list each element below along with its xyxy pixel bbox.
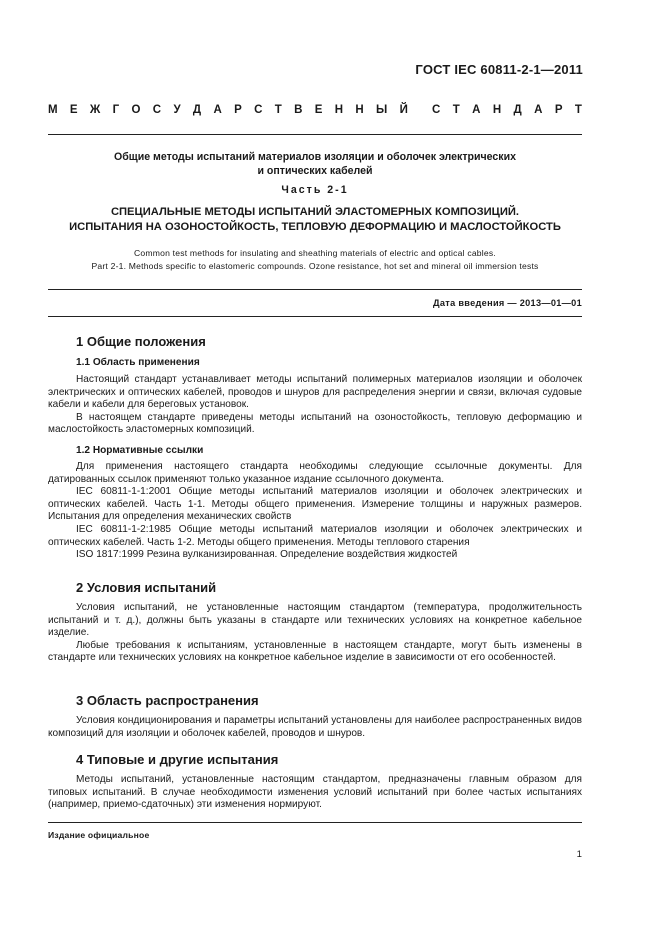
- paragraph: В настоящем стандарте приведены методы испытаний на озоностойкость, тепловую деформацию и маслостойкость эластомерных композиций.: [48, 411, 582, 436]
- document-id: ГОСТ IEC 60811-2-1—2011: [415, 62, 583, 77]
- general-title-line2: и оптических кабелей: [257, 165, 373, 177]
- english-title-line2: Part 2-1. Methods specific to elastomeric compounds. Ozone resistance, hot set and mineral oil immersion tests: [91, 261, 539, 271]
- reference-item: ISO 1817:1999 Резина вулканизированная. Определение воздействия жидкостей: [76, 549, 458, 561]
- banner-letter: В: [294, 104, 303, 116]
- paragraph: Для применения настоящего стандарта необходимы следующие ссылочные документы. Для датированных ссылок применяют только указанное издание ссылочного документа.: [48, 461, 582, 485]
- banner-letter: Н: [355, 104, 364, 116]
- paragraph: Условия испытаний, не установленные настоящим стандартом (температура, продолжительность испытаний и т. д.), должны быть указаны в стандарте или технических условиях на конкретное кабельное изделие.: [48, 602, 582, 639]
- banner-letter: А: [472, 104, 481, 116]
- date-divider: [48, 316, 582, 317]
- banner-letter: Т: [274, 104, 282, 116]
- banner-letter: С: [254, 104, 263, 116]
- banner-letter: М: [48, 104, 58, 116]
- official-edition-note: Издание официальное: [48, 830, 150, 840]
- banner-letter: Д: [513, 104, 522, 116]
- special-title-line1: СПЕЦИАЛЬНЫЕ МЕТОДЫ ИСПЫТАНИЙ ЭЛАСТОМЕРНЫХ КОМПОЗИЦИЙ.: [110, 206, 520, 218]
- banner-letter: Д: [192, 104, 202, 116]
- section-4-body: [48, 774, 582, 812]
- reference-item: IEC 60811-1-1:2001 Общие методы испытаний материалов изоляции и оболочек электрических и оптических кабелей. Часть 1-1. Методы общего применения. Измерение толщины и наружных размеров. Испытания для определения механических свойств: [48, 486, 582, 523]
- interstate-word: [48, 104, 408, 116]
- section-2-body: [48, 602, 582, 665]
- footer-divider: [48, 822, 582, 823]
- section-1-1-heading: 1.1 Область применения: [76, 357, 200, 368]
- interstate-standard-banner: [48, 104, 582, 116]
- top-divider: [48, 134, 582, 135]
- general-title-line1: Общие методы испытаний материалов изоляции и оболочек электрических: [113, 151, 517, 163]
- section-3-body: [48, 715, 582, 740]
- section-1-2-body: [48, 461, 582, 562]
- reference-item: IEC 60811-1-2:1985 Общие методы испытаний материалов изоляции и оболочек электрических и оптических кабелей. Часть 1-2. Методы общего применения. Методы теплового старения: [48, 523, 582, 548]
- banner-letter: А: [534, 104, 543, 116]
- banner-letter: Й: [399, 104, 408, 116]
- banner-letter: Р: [554, 104, 563, 116]
- banner-letter: Ж: [89, 104, 101, 116]
- introduction-date: Дата введения — 2013—01—01: [433, 298, 582, 308]
- title-divider: [48, 289, 582, 290]
- banner-letter: Т: [452, 104, 460, 116]
- section-4-heading: 4 Типовые и другие испытания: [76, 752, 279, 767]
- banner-letter: Г: [112, 104, 120, 116]
- paragraph: Любые требования к испытаниям, установленные в настоящем стандарте, могут быть изменены в стандарте или технических условиях на конкретное кабельное изделие в зависимости от его особенностей.: [48, 639, 582, 664]
- banner-letter: С: [432, 104, 441, 116]
- banner-letter: С: [152, 104, 162, 116]
- standard-word: [432, 104, 582, 116]
- special-title-line2: ИСПЫТАНИЯ НА ОЗОНОСТОЙКОСТЬ, ТЕПЛОВУЮ ДЕФОРМАЦИЮ И МАСЛОСТОЙКОСТЬ: [69, 220, 561, 233]
- paragraph: Условия кондиционирования и параметры испытаний установлены для наиболее распространенных видов композиций для изоляции и оболочек кабелей, проводов и шнуров.: [48, 715, 582, 739]
- section-1-1-body: [48, 374, 582, 437]
- banner-letter: Р: [234, 104, 242, 116]
- section-1-heading: 1 Общие положения: [76, 334, 206, 349]
- english-title: [48, 247, 582, 273]
- section-3-heading: 3 Область распространения: [76, 693, 259, 708]
- section-2-heading: 2 Условия испытаний: [76, 580, 217, 595]
- banner-letter: О: [131, 104, 141, 116]
- banner-letter: Е: [69, 104, 78, 116]
- part-label: Часть 2-1: [281, 184, 349, 196]
- banner-letter: Н: [334, 104, 344, 116]
- section-1-2-heading: 1.2 Нормативные ссылки: [76, 445, 204, 456]
- banner-letter: У: [173, 104, 181, 116]
- page-number: 1: [576, 849, 582, 860]
- paragraph: Настоящий стандарт устанавливает методы испытаний полимерных материалов изоляции и оболочек электрических и оптических кабелей, проводов и шнуров для распределения энергии и связи, включая судовые кабели и кабели для береговых установок.: [48, 374, 582, 411]
- banner-letter: А: [213, 104, 222, 116]
- banner-letter: Т: [574, 104, 582, 116]
- banner-letter: Н: [492, 104, 502, 116]
- english-title-line1: Common test methods for insulating and sheathing materials of electric and optical cables.: [134, 248, 496, 258]
- banner-letter: Ы: [376, 104, 388, 116]
- general-title: [48, 150, 582, 178]
- paragraph: Методы испытаний, установленные настоящим стандартом, предназначены главным образом для типовых испытаний. В случае необходимости изменения условий испытаний при более частых испытаниях (например, приемо-сдаточных) эти изменения нормируют.: [48, 774, 582, 811]
- special-title: [48, 205, 582, 234]
- banner-letter: Е: [314, 104, 323, 116]
